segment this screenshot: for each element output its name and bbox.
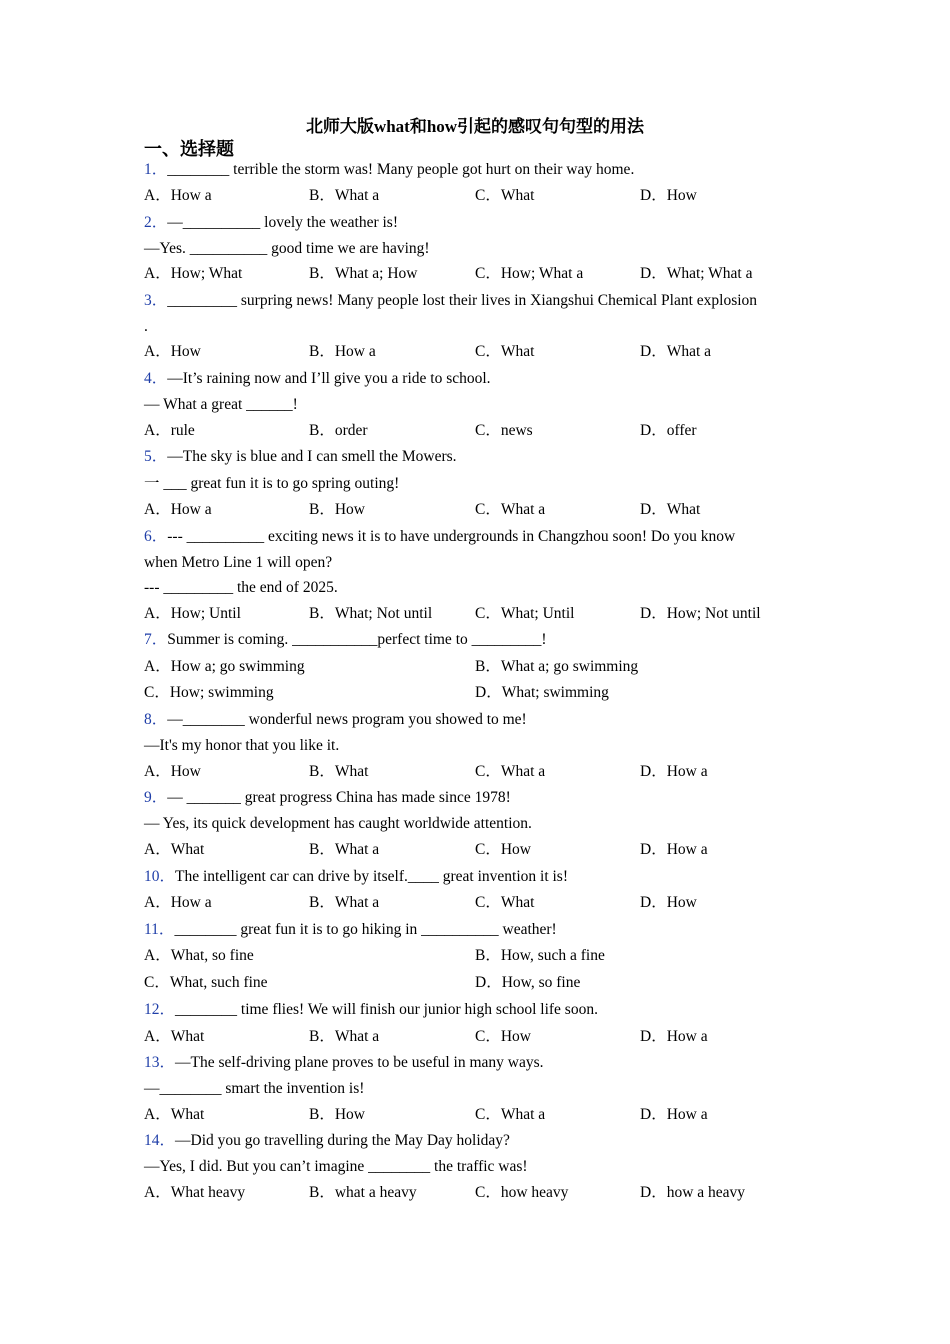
option-d[interactable]: D．What; swimming <box>475 684 609 701</box>
option-d[interactable]: D．How a <box>640 1106 708 1123</box>
question-number: 7． <box>144 631 168 648</box>
option-c[interactable]: C．how heavy <box>475 1184 569 1201</box>
question-text-line: 一 ___ great fun it is to go spring outing! <box>144 475 400 492</box>
question-number: 10． <box>144 868 176 885</box>
question-text: —Did you go travelling during the May Day holiday? <box>175 1132 510 1149</box>
option-b[interactable]: B．How <box>309 501 365 518</box>
question-text: Summer is coming. ___________perfect time to _________! <box>167 631 547 648</box>
question-text-line: --- _________ the end of 2025. <box>144 579 338 596</box>
question-text-line: when Metro Line 1 will open? <box>144 554 333 571</box>
question-9 <box>144 788 824 808</box>
option-d[interactable]: D．How, so fine <box>475 974 581 991</box>
question-number: 2． <box>144 214 168 231</box>
question-text-line: — Yes, its quick development has caught worldwide attention. <box>144 815 532 832</box>
option-d[interactable]: D．How; Not until <box>640 605 761 622</box>
question-number: 14． <box>144 1132 176 1149</box>
option-d[interactable]: D．How a <box>640 841 708 858</box>
question-11 <box>144 920 824 940</box>
option-a[interactable]: A．What <box>144 841 205 858</box>
section-heading: 一、选择题 <box>144 139 234 159</box>
option-a[interactable]: A．What <box>144 1106 205 1123</box>
question-text: ________ great fun it is to go hiking in __________ weather! <box>174 921 557 938</box>
option-d[interactable]: D．What <box>640 501 701 518</box>
option-a[interactable]: A．How <box>144 343 201 360</box>
option-a[interactable]: A．How a <box>144 187 212 204</box>
option-d[interactable]: D．How <box>640 894 697 911</box>
question-text-line: — What a great ______! <box>144 396 298 413</box>
option-a[interactable]: A．What <box>144 1028 205 1045</box>
option-a[interactable]: A．How <box>144 763 201 780</box>
option-b[interactable]: B．order <box>309 422 368 439</box>
question-10 <box>144 867 824 887</box>
option-c[interactable]: C．What <box>475 343 535 360</box>
option-a[interactable]: A．How a <box>144 501 212 518</box>
question-13 <box>144 1053 824 1073</box>
option-d[interactable]: D．offer <box>640 422 697 439</box>
question-1 <box>144 160 824 180</box>
option-b[interactable]: B．What a <box>309 841 380 858</box>
question-number: 3． <box>144 292 168 309</box>
question-number: 11． <box>144 921 175 938</box>
question-14 <box>144 1131 824 1151</box>
question-text: ________ terrible the storm was! Many people got hurt on their way home. <box>167 161 635 178</box>
option-c[interactable]: C．What a <box>475 1106 546 1123</box>
question-text: —The self-driving plane proves to be useful in many ways. <box>175 1054 544 1071</box>
question-number: 6． <box>144 528 168 545</box>
option-a[interactable]: A．How; What <box>144 265 243 282</box>
question-text-line: . <box>144 318 148 335</box>
option-d[interactable]: D．How a <box>640 1028 708 1045</box>
option-d[interactable]: D．How a <box>640 763 708 780</box>
option-a[interactable]: A．What heavy <box>144 1184 246 1201</box>
option-a[interactable]: A．How a; go swimming <box>144 658 305 675</box>
option-b[interactable]: B．How, such a fine <box>475 947 605 964</box>
option-b[interactable]: B．How a <box>309 343 376 360</box>
question-number: 8． <box>144 711 168 728</box>
option-d[interactable]: D．What; What a <box>640 265 753 282</box>
question-text: —________ wonderful news program you showed to me! <box>167 711 527 728</box>
question-number: 9． <box>144 789 168 806</box>
option-c[interactable]: C．How; swimming <box>144 684 274 701</box>
option-c[interactable]: C．What; Until <box>475 605 575 622</box>
option-b[interactable]: B．What; Not until <box>309 605 433 622</box>
option-c[interactable]: C．news <box>475 422 533 439</box>
option-b[interactable]: B．How <box>309 1106 365 1123</box>
question-5 <box>144 447 824 467</box>
question-text-line: —Yes, I did. But you can’t imagine ________ the traffic was! <box>144 1158 528 1175</box>
question-text: --- __________ exciting news it is to have undergrounds in Changzhou soon! Do you know <box>167 528 736 545</box>
question-text-line: —It's my honor that you like it. <box>144 737 340 754</box>
option-d[interactable]: D．What a <box>640 343 712 360</box>
option-a[interactable]: A．How; Until <box>144 605 241 622</box>
question-8 <box>144 710 824 730</box>
option-b[interactable]: B．What a <box>309 187 380 204</box>
question-text: — _______ great progress China has made since 1978! <box>167 789 511 806</box>
option-b[interactable]: B．What a <box>309 1028 380 1045</box>
option-d[interactable]: D．how a heavy <box>640 1184 746 1201</box>
option-c[interactable]: C．How; What a <box>475 265 584 282</box>
option-b[interactable]: B．What a; How <box>309 265 418 282</box>
option-c[interactable]: C．What a <box>475 763 546 780</box>
question-7 <box>144 630 824 650</box>
option-b[interactable]: B．What <box>309 763 369 780</box>
option-b[interactable]: B．What a; go swimming <box>475 658 639 675</box>
option-c[interactable]: C．What <box>475 187 535 204</box>
question-4 <box>144 369 824 389</box>
question-text: —The sky is blue and I can smell the Mowers. <box>167 448 457 465</box>
question-6 <box>144 527 824 547</box>
option-d[interactable]: D．How <box>640 187 697 204</box>
question-number: 13． <box>144 1054 176 1071</box>
option-c[interactable]: C．How <box>475 841 531 858</box>
question-number: 5． <box>144 448 168 465</box>
question-number: 12． <box>144 1001 176 1018</box>
question-number: 1． <box>144 161 168 178</box>
question-text: —__________ lovely the weather is! <box>167 214 398 231</box>
question-text-line: —________ smart the invention is! <box>144 1080 365 1097</box>
question-12 <box>144 1000 824 1020</box>
question-text: —It’s raining now and I’ll give you a ride to school. <box>167 370 491 387</box>
option-a[interactable]: A．What, so fine <box>144 947 254 964</box>
option-c[interactable]: C．What a <box>475 501 546 518</box>
page-title: 北师大版what和how引起的感叹句句型的用法 <box>305 117 645 136</box>
question-number: 4． <box>144 370 168 387</box>
option-a[interactable]: A．rule <box>144 422 195 439</box>
question-text: _________ surpring news! Many people lost their lives in Xiangshui Chemical Plant explosion <box>167 292 758 309</box>
question-2 <box>144 213 824 233</box>
option-c[interactable]: C．What, such fine <box>144 974 268 991</box>
option-b[interactable]: B．What a <box>309 894 380 911</box>
question-text-line: —Yes. __________ good time we are having! <box>144 240 430 257</box>
option-c[interactable]: C．How <box>475 1028 531 1045</box>
option-b[interactable]: B．what a heavy <box>309 1184 417 1201</box>
option-a[interactable]: A．How a <box>144 894 212 911</box>
question-text: ________ time flies! We will finish our junior high school life soon. <box>175 1001 598 1018</box>
question-3 <box>144 291 824 311</box>
question-text: The intelligent car can drive by itself.____ great invention it is! <box>175 868 568 885</box>
option-c[interactable]: C．What <box>475 894 535 911</box>
